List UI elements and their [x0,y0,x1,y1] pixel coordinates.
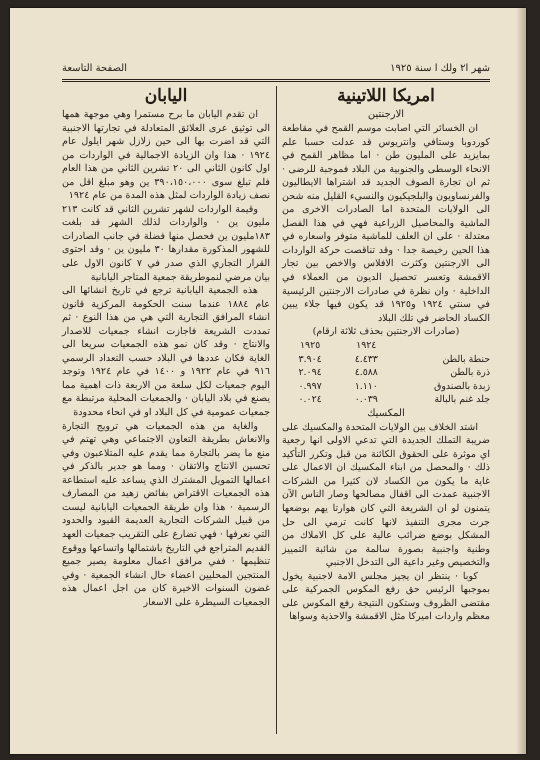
table-header-cell: ١٩٢٥ [300,340,321,352]
japan-paragraph: ان تقدم اليابان ما برح مستمرا وهي موجهة همها الى توثيق عرى العلائق المتعادلة في تجارتها الاجنبية التي قد اضرت بها الى حين زلازل شهر ايلول عام ١٩٢٤ · هذا وان الزيادة الاجمالية في الواردات من اول كانون الثاني الى ٢٠ تشرين الثاني من هذا العام فلم تبلغ سوى ٣٩٠،١٥٠،٠٠٠ ين وهو مبلغ اقل من نصف زيادة الواردات لمثل هذه المدة من عام ١٩٢٤ [62,109,270,202]
table-cell: ١.١١٠ [354,380,378,392]
table-row [282,353,490,367]
table-cell: ٢.٠٩٤ [298,367,322,379]
table-row [282,380,490,394]
table-cell: ٠.٠٣٩ [354,394,378,406]
table-header-cell [394,339,490,353]
section-title-latin-america: امريكا اللاتينية [337,86,435,106]
page-label: الصفحة التاسعة [62,63,128,74]
japan-paragraph: هذه الجمعية اليابانية ترجع في تاريخ انشائها الى عام ١٨٨٤ عندما سنت الحكومة المركزية قانون انشاء المرافق التجارية التي هي من هذا النوع · ثم تمددت الشريعة فاجازت انشاء جمعيات للاصدار والانتاج · وقد كان نمو هذه الجمعيات سريعا الى الغاية فكان عددها في البلاد حسب التعداد الرسمي ٩١٦ في عام ١٩٢٢ و ١٤٠٠ في عام ١٩٢٤ وتوجد اليوم جمعيات لكل سلعة من الاربعة ذات اهمية مما يصنع في بلاد اليابان · والجمعيات المحلية مرتبطة مع جمعيات عمومية في كل البلاد او في انحاء محدودة [62,285,271,419]
header-rule-bottom [62,81,490,82]
subhead-argentina: الارجنتين [367,109,405,120]
table-header-row [282,339,490,353]
issue-date: شهر ا٢ ولك ا سنة ١٩٢٥ [390,63,490,74]
japan-paragraph: والغاية من هذه الجمعيات هي ترويج التجارة والانعاش بطريقة التعاون الاجتماعي وهي تهتم في منع ما يضر بالتجارة مما يقدم عليه المتلاعبون وفي تحسين الانتاج والاتقان · ومما هو جدير بالذكر في اعمالها التمويل المشترك الذي يساعد عليه استطاعة هذه الجمعيات الاقتراض بفائض زهيد من المصارف الرسمية · هذا وان طريقة الجمعيات اليابانية ليست من قبيل الشركات التجارية العديمة القيود والحدود التي نعرفها · فهي تضارع على التقريب جمعيات العهد القديم المتراجع في التاريخ باشتمالها واتساعها ووقوع تنظيمها · ففي مرافق اعمال معلومة يصير جميع المنتجين المحليين اعضاء حال انشاء الجمعية · وفي غضون السنوات الاخيرة كان من اجل اعمال هذه الجمعيات السيطرة على الاسعار [62,420,270,608]
japan-paragraph: وقيمة الواردات لشهر تشرين الثاني قد كانت ٢١٣ مليون ين · والواردات لذلك الشهر قد بلغت ١٨٣مليون ين فحصل منها فضلة في جانب الصادرات للشهور المذكورة مقدارها ٣٠ مليون ين · وقد احتوى القرار التجاري الذي صدر في ٧ كانون الاول على بيان مرضي لنموطريقة جمعية المتاجر اليابانية [62,203,270,283]
table-cell: حنطة بالطن [442,353,490,365]
argentina-exports-table [282,339,490,407]
table-cell: زبدة بالصندوق [434,380,490,392]
table-cell: ذرة بالطن [450,367,490,379]
table-row [282,393,490,407]
page-header [62,60,490,78]
column-divider [276,86,277,734]
table-cell: جلد غنم بالبالة [434,394,490,406]
page [10,8,526,754]
header-rule-top [62,79,490,80]
subhead-mexico: المكسيك [367,407,405,419]
exports-table-caption: (صادرات الارجنتين بحذف ثلاثة ارقام) [312,326,460,338]
table-cell: ٠.٠٢٤ [298,394,322,406]
table-cell: ٤.٥٨٨ [354,367,378,379]
japan-column [62,84,270,609]
latin-america-column [282,84,490,624]
table-cell: ٠.٩٩٧ [298,380,322,392]
cuba-paragraph: كوبا · ينتظر ان يجيز مجلس الامة لاجنبية يخول بموجبها الرئيس حق رفع المكوس الجمركية على مقتضى الظروف وستكون النتيجة رفع المكوس على معظم واردات اميركا مثل الاقمشة والاحذية وسواها [282,570,490,623]
table-cell: ٤.٤٣٣ [354,353,378,365]
table-row [282,366,490,380]
mexico-paragraph: اشتد الخلاف بين الولايات المتحدة والمكسيك على ضريبة التملك الجديدة التي تدعي الاولى انها رجعية اي موثرة على الحقوق الكائنة من قبل وتكرر التأكيد ذلك · والمحصل من ابناء المكسيك ان الاعمال على غاية ما يكون من الكساد لان كثيرا من الشركات الاجنبية عمدت الى اقفال مصالحها وصار الناس الآن يتمنون لو ان الشريعة التي كان هوارتا يهم بوضعها جرت مجرى التنفيذ لانها كانت ترمي الى حل المشكل بوضع ضرائب عالية على كل الاملاك من وطنية واجنبية بصورة سالمة من شائبة التمييز والتخصيص وغير داعية الى التدخل الاجنبي [282,421,490,569]
table-cell: ٣.٩٠٤ [298,353,322,365]
section-title-japan: اليابان [144,86,188,106]
page-gutter-shadow [516,8,526,754]
argentina-paragraph: ان الخسائر التي اصابت موسم القمح في مقاطعة كوردوبا وستافي وانتريوس قد عدلت حسبا علم بمايزيد على المليون طن · اما مظاهر القمح في الانحاء الوسطى والجنوبية من البلاد فموجبة للرضى · ثم ان تجارة الصوف الجديد قد اشتراها الايطاليون والفرنساويون والبلجيكيون والنسيء القليل منه شحن الى الولايات المتحدة اما الصادرات الاخرى من الماشية والمحاصيل الزراعية فهي في هذا الفصل معتدلة · على ان العلف للماشية متوفر واسعاره في هذا الحين رخيصة جدا · وقد تناقصت حركة الواردات الى الارجنتين وكثرت الافلاس والاخص بين تجار الاقمشة وتعسر تحصيل الديون من العملاء في الداخلية · وان نظرة في صادرات الارجنتين الرئيسية في سنتي ١٩٢٤ و١٩٢٥ قد يكون فيها جلاء يبين الكساد الحاضر في تلك البلاد [282,123,490,324]
table-header-cell: ١٩٢٤ [356,340,377,352]
